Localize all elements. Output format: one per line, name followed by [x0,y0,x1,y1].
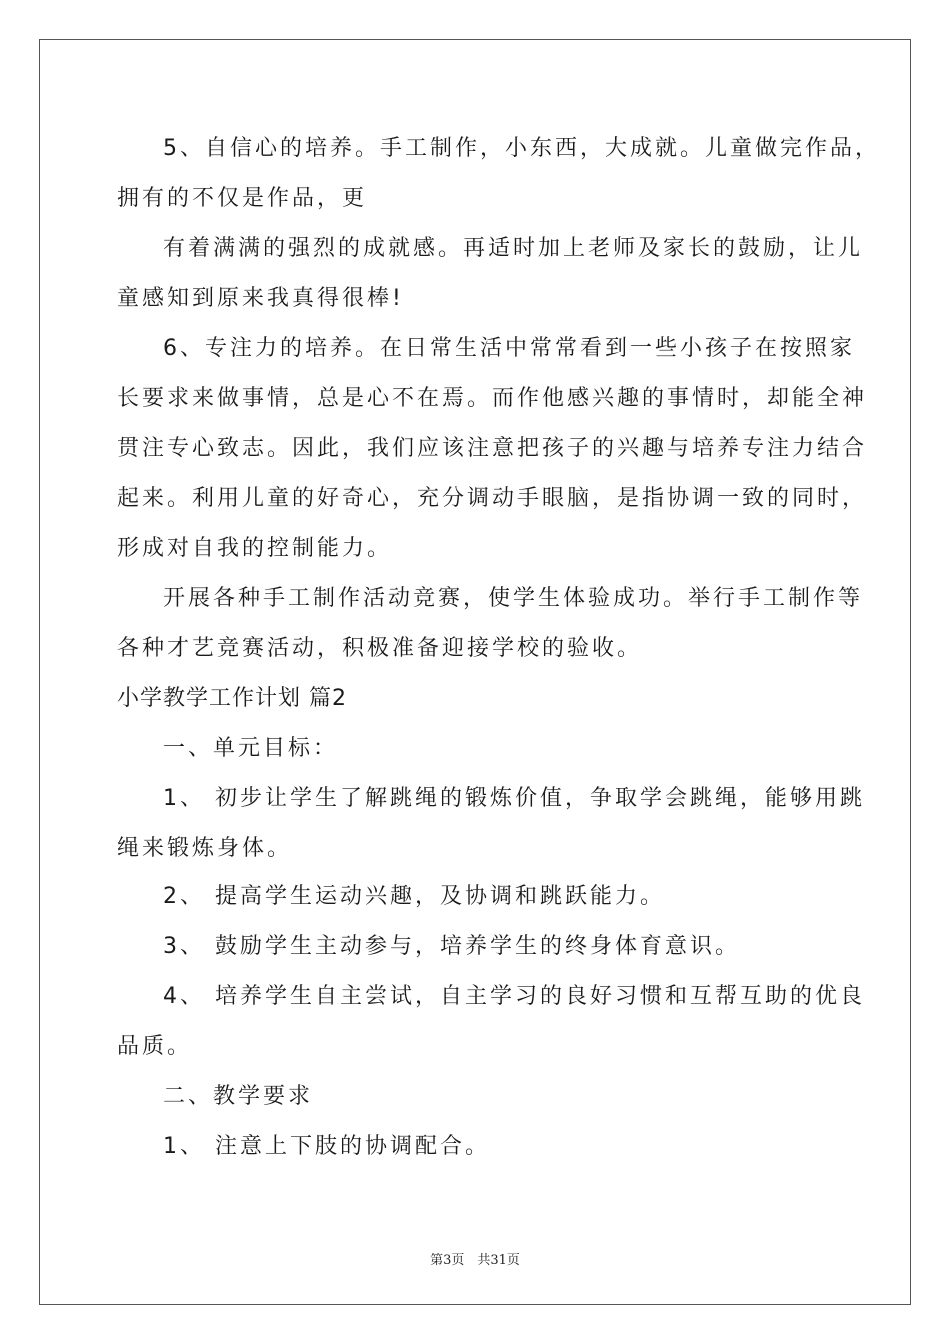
text-line: 有着满满的强烈的成就感。再适时加上老师及家长的鼓励，让儿 [163,236,864,261]
text-line: 2、 提高学生运动兴趣，及协调和跳跃能力。 [163,884,665,909]
text-line: 一、单元目标： [163,736,339,761]
text-line: 1、 注意上下肢的协调配合。 [163,1134,490,1159]
text-line: 4、 培养学生自主尝试，自主学习的良好习惯和互帮互助的优良 [163,984,865,1009]
text-line: 童感知到原来我真得很棒! [117,286,404,311]
text-line: 拥有的不仅是作品，更 [117,186,368,211]
text-line: 二、教学要求 [163,1084,314,1109]
text-line: 各种才艺竞赛活动，积极准备迎接学校的验收。 [117,636,643,661]
text-line: 长要求来做事情，总是心不在焉。而作他感兴趣的事情时，却能全神 [117,386,868,411]
text-line: 起来。利用儿童的好奇心，充分调动手眼脑，是指协调一致的同时， [117,486,868,511]
text-line: 6、专注力的培养。在日常生活中常常看到一些小孩子在按照家 [163,336,855,361]
text-line: 3、 鼓励学生主动参与，培养学生的终身体育意识。 [163,934,740,959]
text-line: 形成对自我的控制能力。 [117,536,393,561]
text-line: 贯注专心致志。因此，我们应该注意把孩子的兴趣与培养专注力结合 [117,436,868,461]
text-line: 品质。 [117,1034,193,1059]
text-line: 1、 初步让学生了解跳绳的锻炼价值，争取学会跳绳，能够用跳 [163,786,865,811]
page-footer: 第3页 共31页 [430,1253,520,1268]
section-heading: 小学教学工作计划 篇2 [117,686,347,711]
page-border [39,39,911,1305]
text-line: 5、自信心的培养。手工制作，小东西，大成就。儿童做完作品， [163,136,880,161]
text-line: 绳来锻炼身体。 [117,836,293,861]
text-line: 开展各种手工制作活动竞赛，使学生体验成功。举行手工制作等 [163,586,864,611]
